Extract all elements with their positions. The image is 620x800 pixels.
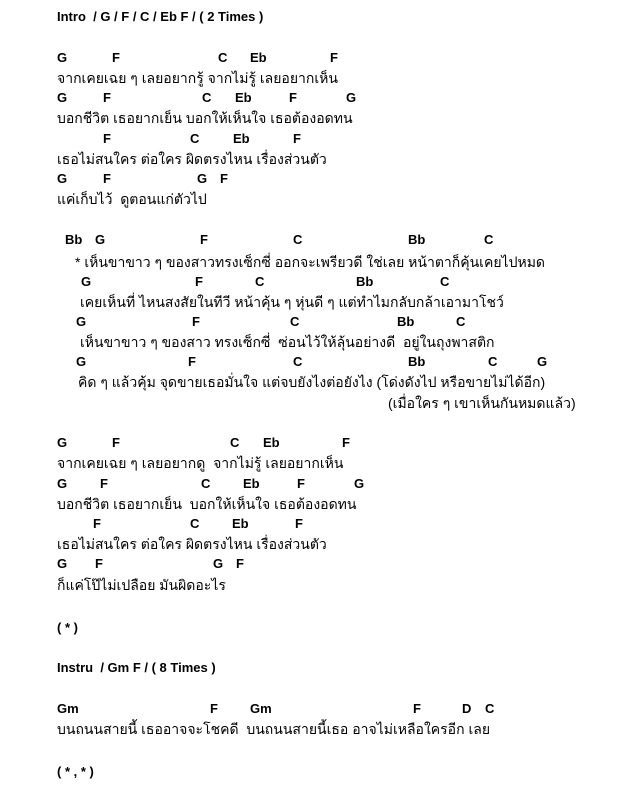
chord: F <box>103 131 111 146</box>
chord: Eb <box>243 476 260 491</box>
chord: C <box>440 274 450 289</box>
lyric-line: เธอไม่สนใคร ต่อใคร ผิดตรงไหน เรื่องส่วนตัว <box>57 151 327 167</box>
chord: F <box>295 516 303 531</box>
chord: Gm <box>57 701 79 716</box>
chord: C <box>230 435 240 450</box>
chord: F <box>112 50 120 65</box>
chord: G <box>57 90 68 105</box>
chord: C <box>201 476 211 491</box>
chord: F <box>188 354 196 369</box>
chord: C <box>255 274 265 289</box>
chord: C <box>190 516 200 531</box>
chord: C <box>218 50 228 65</box>
repeat-chorus-marker: ( * ) <box>57 620 78 635</box>
chord: G <box>76 354 87 369</box>
chord: G <box>57 556 68 571</box>
chord: G <box>57 50 68 65</box>
chord: F <box>103 90 111 105</box>
chord: G <box>76 314 87 329</box>
chord: F <box>195 274 203 289</box>
chord: G <box>213 556 224 571</box>
chord: Eb <box>263 435 280 450</box>
chord: C <box>484 232 494 247</box>
chord: C <box>488 354 498 369</box>
chord: C <box>485 701 495 716</box>
chord: C <box>456 314 466 329</box>
repeat-chorus-twice-marker: ( * , * ) <box>57 764 94 779</box>
chord: Eb <box>233 131 250 146</box>
lyric-line: * เห็นขาขาว ๆ ของสาวทรงเซ็กซี่ ออกจะเพรียวดี ใช่เลย หน้าตาก็คุ้นเคยไปหมด <box>75 254 546 270</box>
chord: F <box>200 232 208 247</box>
chord: Bb <box>397 314 415 329</box>
chord: F <box>210 701 218 716</box>
chord: F <box>93 516 101 531</box>
chord: C <box>293 354 303 369</box>
lyric-line: จากเคยเฉย ๆ เลยอยากดู จากไม่รู้ เลยอยากเห็น <box>57 455 344 471</box>
chord: G <box>81 274 92 289</box>
chord: F <box>289 90 297 105</box>
chord: F <box>413 701 421 716</box>
lyric-line: ก็แค่โป๊ไม่เปลือย มันผิดอะไร <box>57 577 226 593</box>
chord: F <box>192 314 200 329</box>
chord: C <box>290 314 300 329</box>
chord: F <box>293 131 301 146</box>
chord: F <box>95 556 103 571</box>
chord: C <box>202 90 212 105</box>
lyric-line: จากเคยเฉย ๆ เลยอยากรู้ จากไม่รู้ เลยอยากเห็น <box>57 70 338 86</box>
chord: Eb <box>232 516 249 531</box>
chord: D <box>462 701 472 716</box>
lyric-line: บอกชีวิต เธอยากเย็น บอกให้เห็นใจ เธอต้องอดทน <box>57 496 357 512</box>
chord: G <box>95 232 106 247</box>
chord: F <box>103 171 111 186</box>
lyric-line: คิด ๆ แล้วคุ้ม จุดขายเธอมั่นใจ แต่จบยังไงต่อยังไง (โด่งดังไป หรือขายไม่ได้อีก) <box>78 374 546 390</box>
chord: Eb <box>250 50 267 65</box>
lyric-line: แค่เก็บไว้ ดูตอนแก่ตัวไป <box>57 191 207 207</box>
chord: F <box>330 50 338 65</box>
chord: G <box>57 435 68 450</box>
lyric-line: เห็นขาขาว ๆ ของสาว ทรงเซ็กซี่ ซ่อนไว้ให้ลุ้นอย่างดี อยู่ในถุงพาสติก <box>80 334 495 350</box>
chord: G <box>346 90 357 105</box>
chord: F <box>220 171 228 186</box>
chord: G <box>57 476 68 491</box>
chord: G <box>197 171 208 186</box>
lyric-line: บนถนนสายนี้ เธออาจจะโชคดี บนถนนสายนี้เธอ อาจไม่เหลือใครอีก เลย <box>57 721 491 737</box>
chorus-extra-lyric: (เมื่อใคร ๆ เขาเห็นกันหมดแล้ว) <box>388 395 576 411</box>
chord: F <box>342 435 350 450</box>
chord: C <box>190 131 200 146</box>
chord: G <box>537 354 548 369</box>
chord: F <box>112 435 120 450</box>
chord: Bb <box>408 232 426 247</box>
lyric-line: เคยเห็นที่ ไหนสงสัยในทีวี หน้าคุ้น ๆ หุ่นดี ๆ แต่ทำไมกลับกล้าเอามาโชว์ <box>80 294 504 310</box>
lyric-line: เธอไม่สนใคร ต่อใคร ผิดตรงไหน เรื่องส่วนตัว <box>57 536 327 552</box>
chord: Bb <box>356 274 374 289</box>
chord: F <box>297 476 305 491</box>
chord: Gm <box>250 701 272 716</box>
lyric-line: บอกชีวิต เธอยากเย็น บอกให้เห็นใจ เธอต้องอดทน <box>57 110 353 126</box>
chord: F <box>100 476 108 491</box>
instrumental-line: Instru / Gm F / ( 8 Times ) <box>57 660 216 675</box>
chord: Eb <box>235 90 252 105</box>
chord: G <box>57 171 68 186</box>
chord: Bb <box>408 354 426 369</box>
chord: C <box>293 232 303 247</box>
intro-line: Intro / G / F / C / Eb F / ( 2 Times ) <box>57 9 264 24</box>
chord: Bb <box>65 232 83 247</box>
chord: G <box>354 476 365 491</box>
chord: F <box>236 556 244 571</box>
